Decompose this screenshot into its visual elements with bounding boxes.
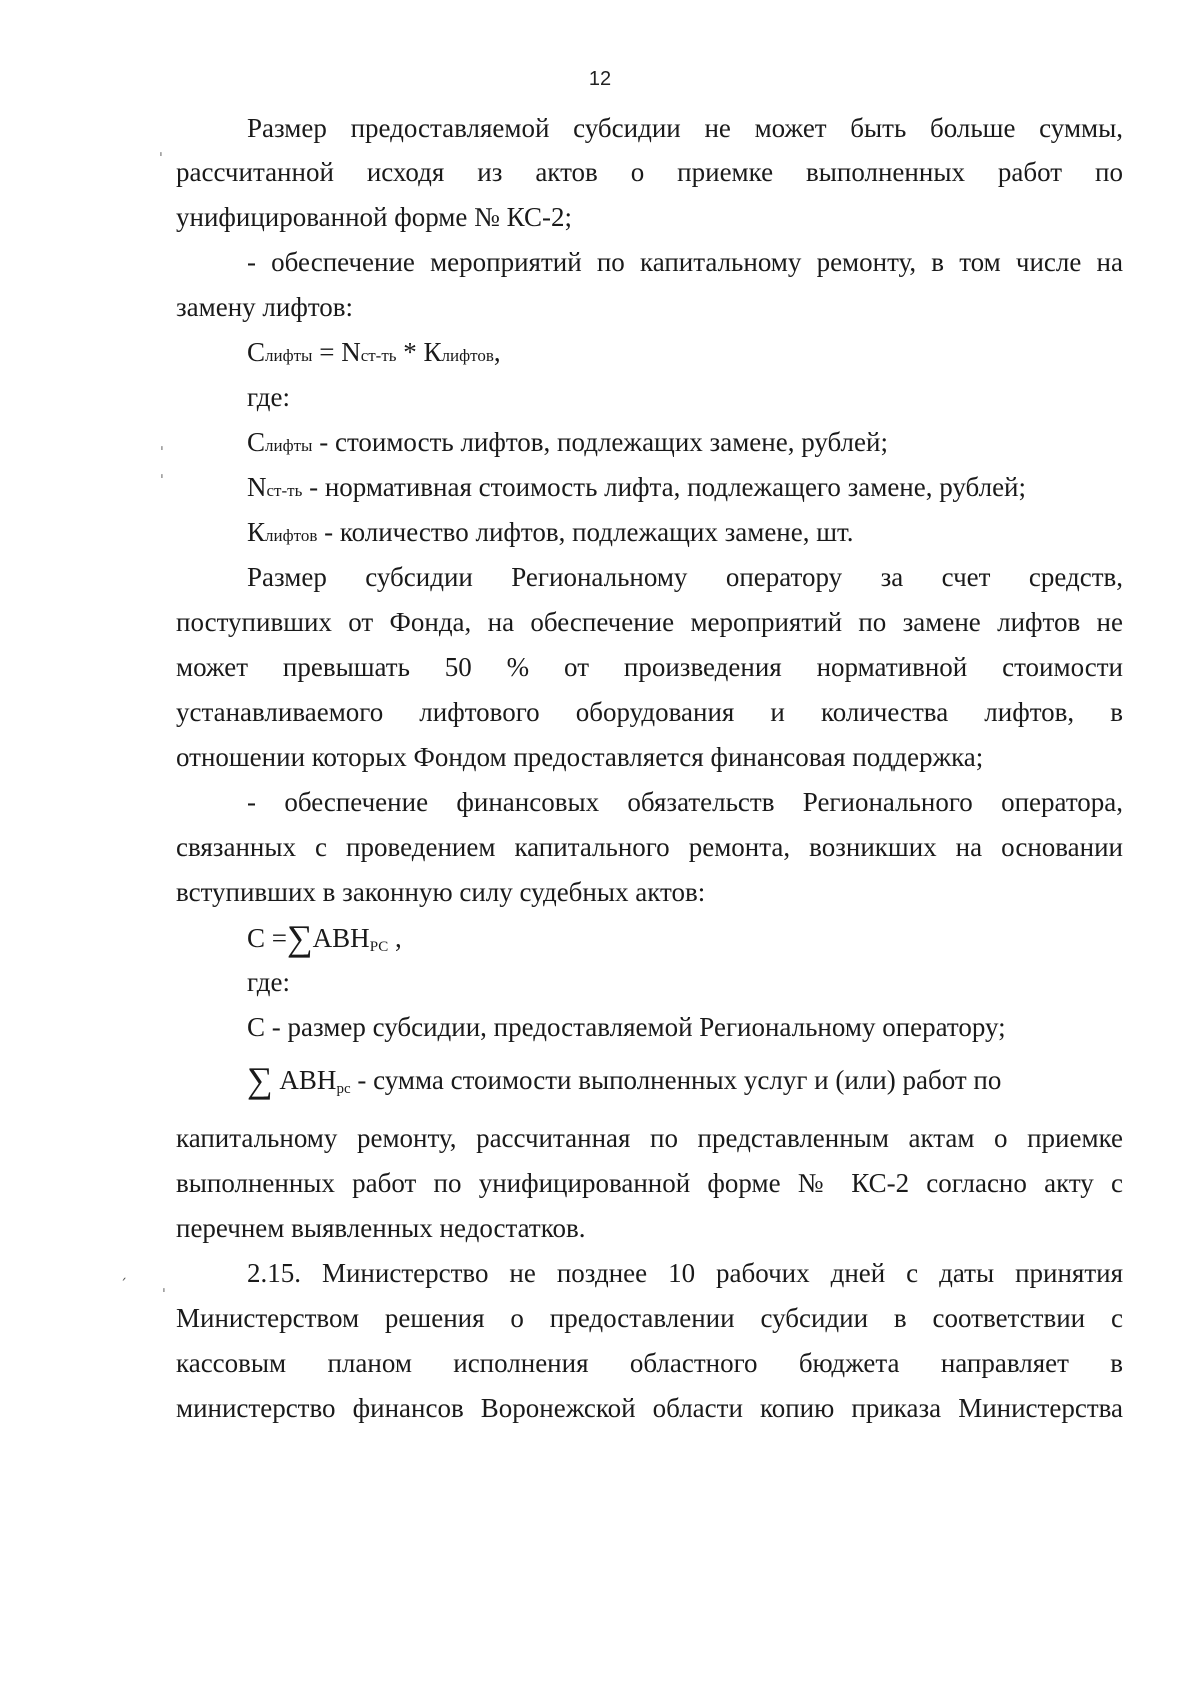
where-label-1: где: [247, 382, 290, 412]
def-c-text: - стоимость лифтов, подлежащих замене, рублей; [312, 427, 888, 457]
def-n-text: - нормативная стоимость лифта, подлежащего замене, рублей; [302, 472, 1027, 502]
def-k-text: - количество лифтов, подлежащих замене, шт. [317, 517, 854, 547]
paragraph-1-line-1: Размер предоставляемой субсидии не может быть больше суммы, [247, 113, 1123, 143]
formula-lifts [247, 336, 1123, 372]
def-n-subscript: ст-ть [266, 481, 303, 500]
def5-line-1: - сумма стоимости выполненных услуг и (или) работ по [350, 1065, 1002, 1095]
formula2-comma: , [388, 923, 402, 953]
scan-artifact: ˏ [120, 1265, 127, 1281]
formula2-subscript: РС [369, 939, 389, 955]
paragraph-5-line-1: 2.15. Министерство не позднее 10 рабочих дней с даты принятия [247, 1258, 1123, 1288]
paragraph-5-line-2: Министерством решения о предоставлении субсидии в соответствии с [176, 1303, 1123, 1333]
paragraph-1-line-2: рассчитанной исходя из актов о приемке выполненных работ по [176, 157, 1123, 187]
paragraph-2-line-2: замену лифтов: [176, 292, 354, 322]
formula-c: С [247, 337, 266, 367]
definition-k-count [247, 516, 1123, 552]
def5-sigma: ∑ [247, 1060, 273, 1100]
def-c-subscript: лифты [265, 436, 313, 455]
paragraph-3-line-3: может превышать 50 % от произведения нормативной стоимости [176, 652, 1123, 682]
formula-k-subscript: лифтов [441, 346, 494, 365]
def5-abh: АВН [272, 1065, 337, 1095]
definition-c-subsidy: С - размер субсидии, предоставляемой Региональному оператору; [247, 1012, 1006, 1042]
paragraph-3-line-5: отношении которых Фондом предоставляется финансовая поддержка; [176, 742, 984, 772]
paragraph-4-line-3: вступивших в законную силу судебных актов: [176, 877, 706, 907]
definition-sum-line-3: выполненных работ по унифицированной форме № КС-2 согласно акту с [176, 1168, 1123, 1198]
definition-sum-abh [247, 1060, 1123, 1105]
formula-c-subscript: лифты [265, 346, 313, 365]
formula2-abh: АВН [312, 923, 370, 953]
def-n-symbol: N [247, 472, 267, 502]
formula2-sigma: ∑ [287, 918, 313, 958]
paragraph-2-line-1: - обеспечение мероприятий по капитальному ремонту, в том числе на [247, 247, 1123, 277]
definition-c-lifts [247, 426, 1123, 462]
definition-sum-line-2: капитальному ремонту, рассчитанная по представленным актам о приемке [176, 1123, 1123, 1153]
paragraph-3-line-2: поступивших от Фонда, на обеспечение мероприятий по замене лифтов не [176, 607, 1123, 637]
paragraph-4-line-1: - обеспечение финансовых обязательств Регионального оператора, [247, 787, 1123, 817]
formula-equals-n: = N [312, 337, 361, 367]
where-label-2: где: [247, 967, 290, 997]
definition-n-cost [247, 471, 1123, 507]
formula-n-subscript: ст-ть [360, 346, 397, 365]
paragraph-4-line-2: связанных с проведением капитального ремонта, возникших на основании [176, 832, 1123, 862]
scan-artifact: ˌ [162, 1278, 166, 1294]
def-k-symbol: К [247, 517, 266, 547]
scan-artifact: ˌ [159, 142, 163, 158]
paragraph-5-line-3: кассовым планом исполнения областного бюджета направляет в [176, 1348, 1123, 1378]
paragraph-5-line-4: министерство финансов Воронежской области копию приказа Министерства [176, 1393, 1123, 1423]
formula-multiply-k: * К [396, 337, 442, 367]
scan-artifact: ˌ [160, 464, 164, 480]
formula-comma: , [493, 337, 501, 367]
definition-sum-line-4: перечнем выявленных недостатков. [176, 1213, 586, 1243]
def5-subscript: рс [336, 1081, 351, 1097]
formula-court-acts [247, 918, 1123, 963]
def-k-subscript: лифтов [265, 526, 318, 545]
page-number: 12 [588, 68, 612, 90]
paragraph-3-line-1: Размер субсидии Региональному оператору за счет средств, [247, 562, 1123, 592]
scan-artifact: ˌ [160, 436, 164, 452]
def-c-symbol: С [247, 427, 266, 457]
formula2-lhs: С = [247, 923, 287, 953]
paragraph-1-line-3: унифицированной форме № КС-2; [176, 202, 572, 232]
paragraph-3-line-4: устанавливаемого лифтового оборудования и количества лифтов, в [176, 697, 1123, 727]
